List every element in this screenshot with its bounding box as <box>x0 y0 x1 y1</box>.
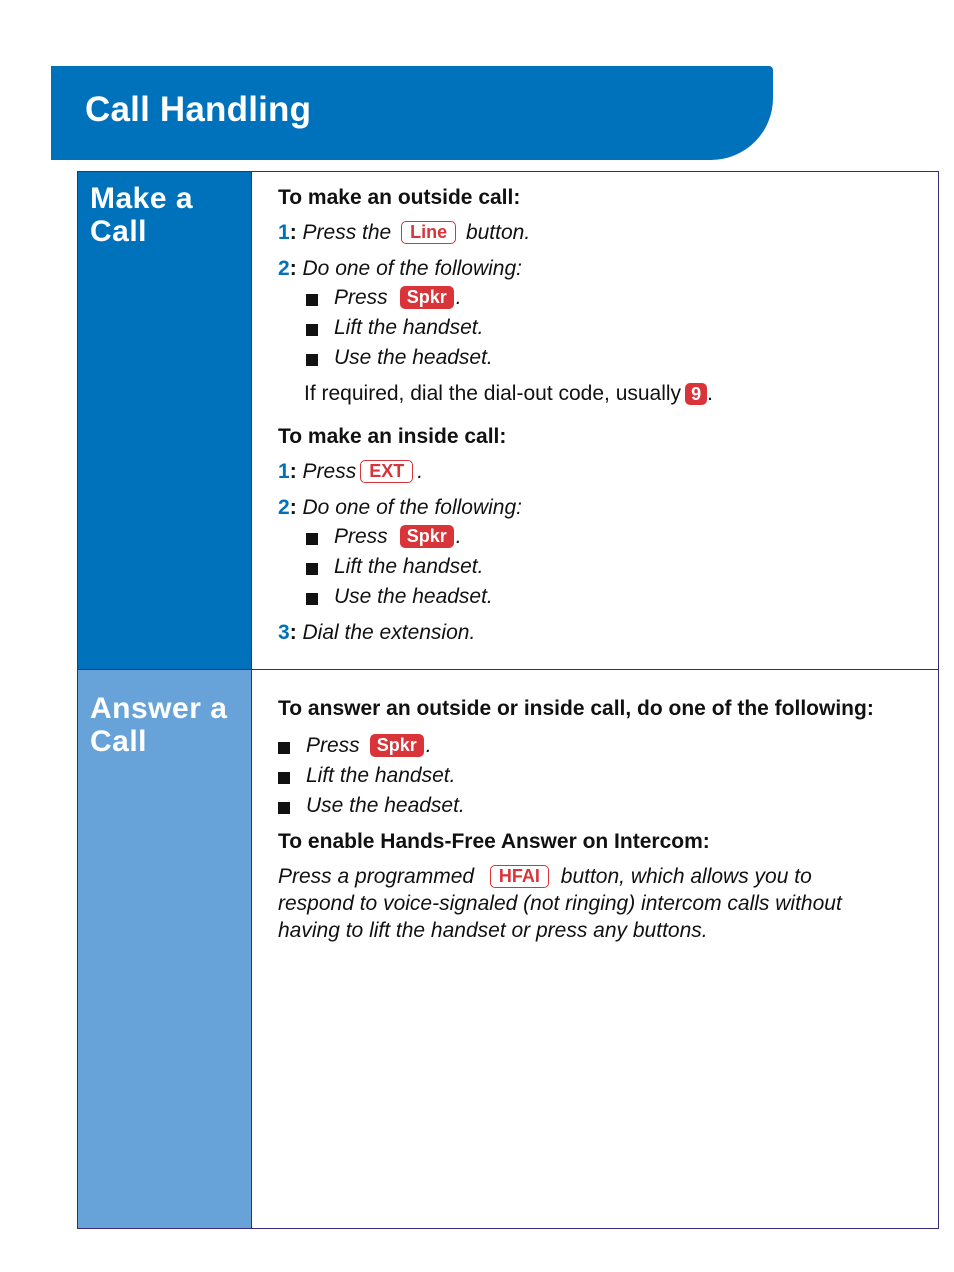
hfai-description <box>278 863 928 944</box>
bullet-text: Press <box>334 286 388 309</box>
inside-step-3: 3: Dial the extension. <box>278 621 476 644</box>
bullet-square-icon <box>278 772 290 784</box>
bullet-text: Use the headset. <box>334 346 493 369</box>
dial-out-note <box>278 379 928 409</box>
bullet-square-icon <box>306 324 318 336</box>
hfai-text-line3: having to lift the handset or press any buttons. <box>278 919 708 942</box>
answer-call-title-line1: Answer a <box>90 692 228 725</box>
note-text: If required, dial the dial-out code, usually <box>304 382 682 405</box>
answer-bullet-lift <box>278 761 928 791</box>
page-title: Call Handling <box>85 90 312 129</box>
step-number: 2 <box>278 257 290 280</box>
note-dot: . <box>707 382 713 405</box>
inside-call-heading: To make an inside call: <box>278 425 507 448</box>
ext-key-icon: EXT <box>360 460 413 483</box>
outside-bullet-lift <box>306 313 928 343</box>
step-number: 1 <box>278 460 290 483</box>
step-number: 3 <box>278 621 290 644</box>
bullet-text: Lift the handset. <box>334 316 484 339</box>
bullet-square-icon <box>306 294 318 306</box>
outside-step-2: 2: Do one of the following: <box>278 257 522 280</box>
bullet-dot: . <box>425 734 432 757</box>
header-banner <box>51 66 773 160</box>
bullet-dot: . <box>455 525 462 548</box>
bullet-text: Press <box>334 525 388 548</box>
bullet-square-icon <box>306 563 318 575</box>
step-text: Press <box>302 460 357 483</box>
bullet-text: Use the headset. <box>334 585 493 608</box>
step-text: Press the <box>302 221 392 244</box>
step-text: Do one of the following: <box>302 257 522 280</box>
bullet-text: Press <box>306 734 360 757</box>
step-text-post: button. <box>465 221 531 244</box>
step-number: 2 <box>278 496 290 519</box>
hfai-text-line2: respond to voice-signaled (not ringing) intercom calls without <box>278 892 842 915</box>
hfai-key-icon: HFAI <box>490 865 549 888</box>
bullet-square-icon <box>306 593 318 605</box>
answer-bullet-headset <box>278 791 928 821</box>
make-call-title <box>90 182 193 248</box>
bullet-square-icon <box>278 742 290 754</box>
step-number: 1 <box>278 221 290 244</box>
make-call-sidebar <box>78 172 252 670</box>
inside-bullet-press <box>306 522 928 552</box>
answer-call-title-line2: Call <box>90 725 148 758</box>
outside-step-1: 1: Press the Line button. <box>278 221 531 244</box>
spkr-key-icon: Spkr <box>400 286 454 309</box>
inside-bullet-lift <box>306 552 928 582</box>
make-call-title-line1: Make a <box>90 182 194 215</box>
bullet-text: Use the headset. <box>306 794 465 817</box>
inside-bullet-headset <box>306 582 928 612</box>
spkr-key-icon: Spkr <box>370 734 424 757</box>
nine-key-icon: 9 <box>685 383 707 405</box>
hfai-heading: To enable Hands-Free Answer on Intercom: <box>278 830 710 853</box>
step-text: Dial the extension. <box>302 621 476 644</box>
step-text-post: . <box>417 460 424 483</box>
bullet-text: Lift the handset. <box>306 764 456 787</box>
answer-call-content <box>278 695 928 944</box>
bullet-square-icon <box>306 533 318 545</box>
bullet-text: Lift the handset. <box>334 555 484 578</box>
outside-bullet-headset <box>306 343 928 373</box>
hfai-text: Press a programmed <box>278 865 475 888</box>
inside-step-2: 2: Do one of the following: <box>278 496 522 519</box>
answer-call-title <box>90 692 227 758</box>
answer-call-heading: To answer an outside or inside call, do one of the following: <box>278 697 874 720</box>
spkr-key-icon: Spkr <box>400 525 454 548</box>
outside-bullet-press <box>306 283 928 313</box>
bullet-square-icon <box>278 802 290 814</box>
instruction-table <box>77 171 939 1229</box>
answer-bullet-press <box>278 731 928 761</box>
outside-call-heading: To make an outside call: <box>278 186 521 209</box>
inside-step-1: 1: Press EXT . <box>278 460 424 483</box>
step-text: Do one of the following: <box>302 496 522 519</box>
answer-call-sidebar <box>78 670 252 1228</box>
line-key-icon: Line <box>401 221 456 244</box>
make-call-content <box>278 184 928 648</box>
hfai-text-post: button, which allows you to <box>560 865 812 888</box>
make-call-title-line2: Call <box>90 215 148 248</box>
bullet-dot: . <box>455 286 462 309</box>
bullet-square-icon <box>306 354 318 366</box>
